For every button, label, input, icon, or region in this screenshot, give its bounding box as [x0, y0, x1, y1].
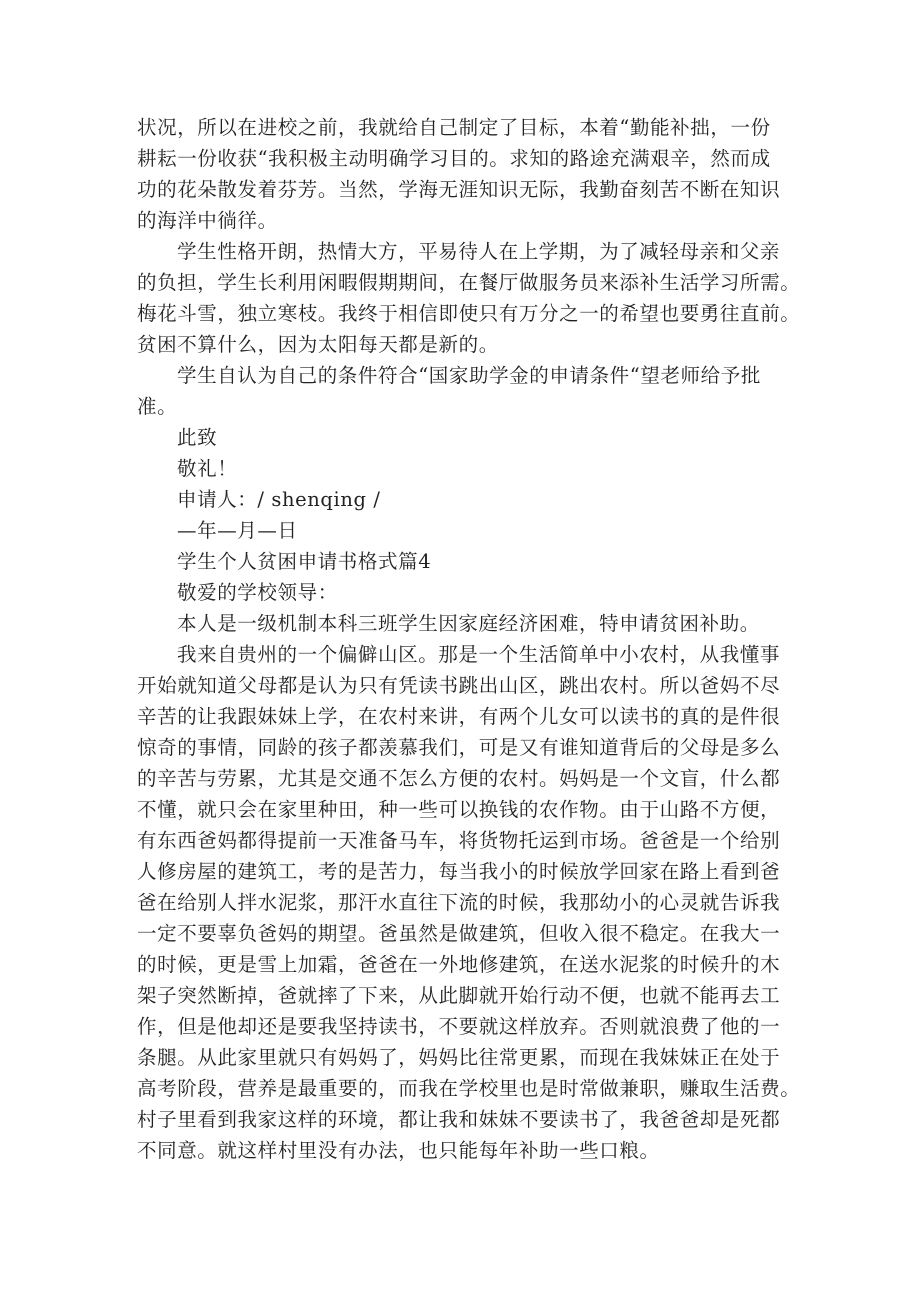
text-line: 辛苦的让我跟妹妹上学，在农村来讲，有两个儿女可以读书的真的是件很	[137, 705, 781, 728]
text-line: 架子突然断掉，爸就摔了下来，从此脚就开始行动不便，也就不能再去工	[137, 984, 781, 1007]
text-line: 学生自认为自己的条件符合“国家助学金的申请条件“望老师给予批	[177, 364, 761, 387]
document-body	[137, 112, 801, 1166]
text-line: 高考阶段，营养是最重要的，而我在学校里也是时常做兼职，赚取生活费。	[137, 1077, 801, 1100]
text-line: 不懂，就只会在家里种田，种一些可以换钱的农作物。由于山路不方便，	[137, 798, 781, 821]
text-line: 功的花朵散发着芬芳。当然，学海无涯知识无际，我勤奋刻苦不断在知识	[137, 178, 781, 201]
text-line: 爸在给别人拌水泥浆，那汗水直往下流的时候，我那幼小的心灵就告诉我	[137, 891, 781, 914]
text-line: 条腿。从此家里就只有妈妈了，妈妈比往常更累，而现在我妹妹正在处于	[137, 1046, 781, 1069]
text-line: —年—月—日	[177, 519, 298, 542]
text-line: 耕耘一份收获“我积极主动明确学习目的。求知的路途充满艰辛，然而成	[137, 147, 771, 170]
text-line: 学生个人贫困申请书格式篇4	[177, 550, 432, 573]
text-line: 不同意。就这样村里没有办法，也只能每年补助一些口粮。	[137, 1139, 660, 1162]
text-line: 作，但是他却还是要我坚持读书，不要就这样放弃。否则就浪费了他的一	[137, 1015, 781, 1038]
text-line: 有东西爸妈都得提前一天准备马车，将货物托运到市场。爸爸是一个给别	[137, 829, 781, 852]
text-line: 梅花斗雪，独立寒枝。我终于相信即使只有万分之一的希望也要勇往直前。	[137, 302, 801, 325]
text-line: 敬礼！	[177, 457, 238, 480]
text-line: 学生性格开朗，热情大方，平易待人在上学期，为了减轻母亲和父亲	[177, 240, 781, 263]
text-line: 准。	[137, 395, 178, 418]
text-line: 敬爱的学校领导：	[177, 581, 338, 604]
text-line: 贫困不算什么，因为太阳每天都是新的。	[137, 333, 499, 356]
text-line: 申请人：/ shenqing /	[177, 488, 381, 511]
text-line: 一定不要辜负爸妈的期望。爸虽然是做建筑，但收入很不稳定。在我大一	[137, 922, 781, 945]
text-line: 我来自贵州的一个偏僻山区。那是一个生活简单中小农村，从我懂事	[177, 643, 781, 666]
text-line: 的负担，学生长利用闲暇假期期间，在餐厅做服务员来添补生活学习所需。	[137, 271, 801, 294]
text-line: 的辛苦与劳累，尤其是交通不怎么方便的农村。妈妈是一个文盲，什么都	[137, 767, 781, 790]
text-line: 开始就知道父母都是认为只有凭读书跳出山区，跳出农村。所以爸妈不尽	[137, 674, 781, 697]
text-line: 此致	[177, 426, 218, 449]
text-line: 惊奇的事情，同龄的孩子都羡慕我们，可是又有谁知道背后的父母是多么	[137, 736, 781, 759]
text-line: 的海洋中徜徉。	[137, 209, 278, 232]
text-line: 人修房屋的建筑工，考的是苦力，每当我小的时候放学回家在路上看到爸	[137, 860, 781, 883]
text-line: 状况，所以在进校之前，我就给自己制定了目标，本着“勤能补拙，一份	[137, 116, 771, 139]
text-line: 本人是一级机制本科三班学生因家庭经济困难，特申请贫困补助。	[177, 612, 760, 635]
text-line: 的时候，更是雪上加霜，爸爸在一外地修建筑，在送水泥浆的时候升的木	[137, 953, 781, 976]
text-line: 村子里看到我家这样的环境，都让我和妹妹不要读书了，我爸爸却是死都	[137, 1108, 781, 1131]
